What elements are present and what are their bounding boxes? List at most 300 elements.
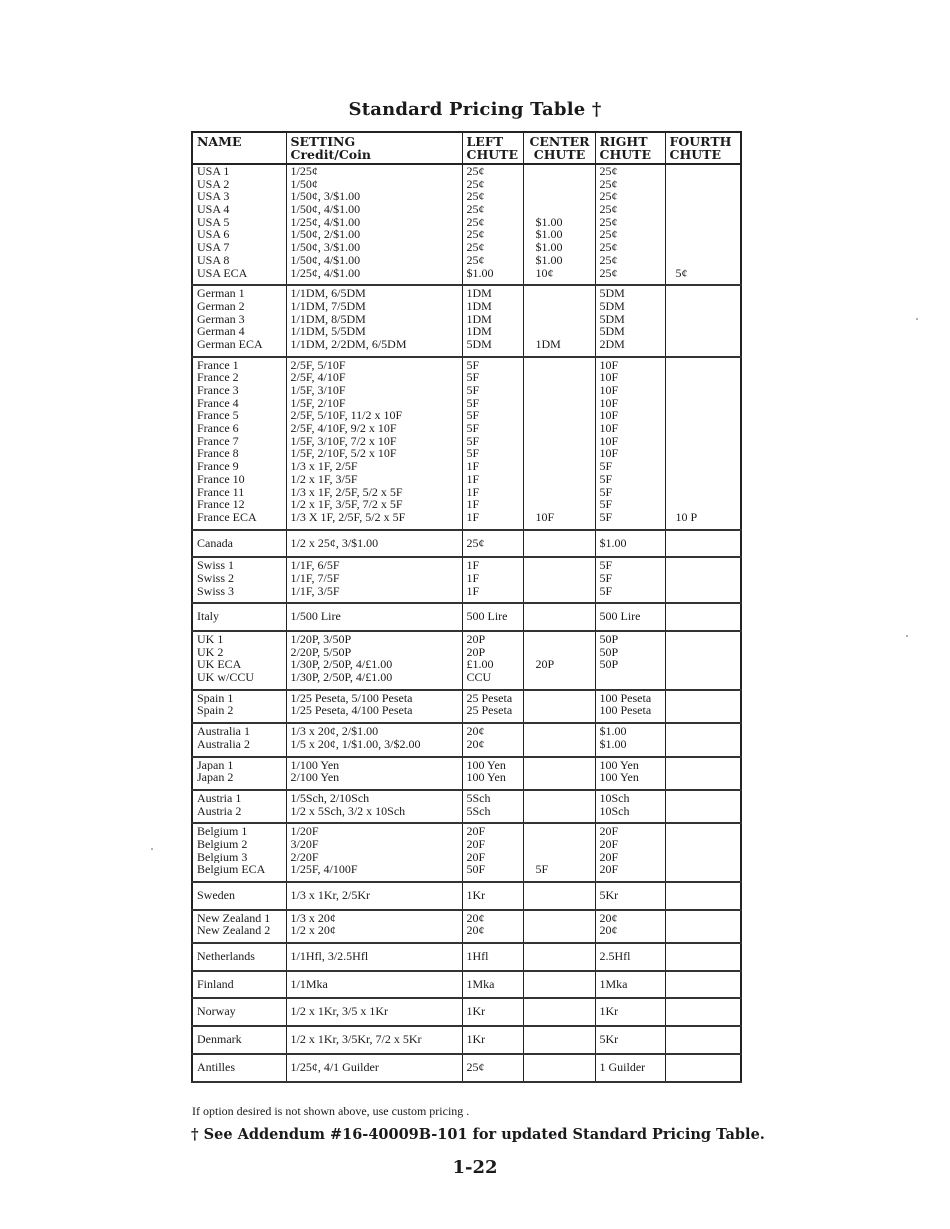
cell-text: 5F xyxy=(599,498,613,511)
cell-text xyxy=(536,738,593,751)
cell-text: 1/30P, 2/50P, 4/£1.00 xyxy=(290,658,393,672)
cell-text: $1.00 xyxy=(599,737,627,751)
cell-text xyxy=(676,435,739,448)
cell-text: 25¢ xyxy=(466,1060,485,1074)
cell-text: USA 5 xyxy=(197,215,230,229)
cell-right-chute xyxy=(595,910,665,943)
cell-text xyxy=(676,1061,739,1074)
cell-text: 1/25 Peseta, 4/100 Peseta xyxy=(290,704,413,718)
cell-text: 1Kr xyxy=(466,1033,486,1046)
cell-text: 10F xyxy=(599,396,619,410)
cell-right-chute xyxy=(595,998,665,1026)
cell-text xyxy=(676,771,739,784)
cell-right-chute xyxy=(595,690,665,723)
cell-text: 1DM xyxy=(466,325,492,338)
cell-text: 1/3 x 1Kr, 2/5Kr xyxy=(290,889,371,902)
cell-name xyxy=(192,757,286,790)
cell-text: German 1 xyxy=(197,287,245,300)
cell-text: 10F xyxy=(599,384,619,397)
cell-text xyxy=(536,165,593,178)
cell-text xyxy=(536,792,593,805)
country-group xyxy=(192,823,741,882)
scan-speck xyxy=(906,635,908,637)
cell-text: 5F xyxy=(466,384,480,397)
cell-text: 1/3 x 1F, 2/5F, 5/2 x 5F xyxy=(290,485,403,499)
cell-text: France 7 xyxy=(197,434,239,448)
cell-text xyxy=(676,889,739,902)
cell-text xyxy=(536,646,593,659)
cell-fourth-chute xyxy=(665,1054,741,1082)
cell-text xyxy=(676,692,739,705)
cell-right-chute xyxy=(595,631,665,690)
table-row xyxy=(192,910,741,943)
cell-text: Norway xyxy=(197,1005,236,1019)
cell-text: 10F xyxy=(599,358,619,372)
cell-name xyxy=(192,631,286,690)
cell-text: 20¢ xyxy=(466,924,485,938)
cell-text xyxy=(536,190,593,203)
cell-text xyxy=(676,178,739,191)
cell-setting xyxy=(286,790,462,823)
country-group xyxy=(192,757,741,790)
cell-fourth-chute xyxy=(665,943,741,971)
cell-right-chute xyxy=(595,723,665,756)
cell-text: 50F xyxy=(466,863,486,876)
cell-text: USA 4 xyxy=(197,203,230,216)
cell-right-chute xyxy=(595,164,665,285)
cell-text: 1/1DM, 8/5DM xyxy=(290,312,366,326)
cell-setting xyxy=(286,757,462,790)
cell-setting xyxy=(286,998,462,1026)
cell-text xyxy=(676,792,739,805)
cell-text: 5Sch xyxy=(466,804,491,818)
cell-left-chute xyxy=(462,790,523,823)
cell-text: 10 P xyxy=(675,510,698,524)
cell-text: Australia 2 xyxy=(197,737,250,751)
cell-text xyxy=(536,1061,593,1074)
cell-text: Austria 1 xyxy=(197,791,242,805)
cell-text: $1.00 xyxy=(535,228,563,242)
country-group xyxy=(192,357,741,530)
cell-text: 25¢ xyxy=(466,228,485,242)
cell-setting xyxy=(286,530,462,558)
cell-text: 2/5F, 4/10F, 9/2 x 10F xyxy=(290,422,397,435)
cell-text: 1/5 x 20¢, 1/$1.00, 3/$2.00 xyxy=(290,737,421,751)
cell-text xyxy=(536,460,593,473)
cell-text: France 8 xyxy=(197,447,239,461)
cell-text xyxy=(676,572,739,585)
cell-setting xyxy=(286,285,462,356)
cell-left-chute xyxy=(462,910,523,943)
cell-text: 2/20P, 5/50P xyxy=(290,645,352,659)
cell-text: France 12 xyxy=(197,498,245,511)
cell-text xyxy=(676,863,739,876)
cell-setting xyxy=(286,971,462,999)
header-name: NAME xyxy=(192,132,286,164)
cell-setting xyxy=(286,943,462,971)
cell-text: 1F xyxy=(466,559,480,572)
cell-text: 5F xyxy=(466,371,480,384)
cell-text: 1 Guilder xyxy=(599,1060,646,1074)
cell-text: Belgium 2 xyxy=(197,837,248,851)
cell-text xyxy=(536,610,593,623)
cell-text: 100 Yen xyxy=(599,771,639,784)
cell-text xyxy=(536,473,593,486)
cell-text: USA 3 xyxy=(197,190,230,204)
cell-setting xyxy=(286,557,462,603)
cell-center-chute xyxy=(523,910,595,943)
cell-fourth-chute xyxy=(665,285,741,356)
table-row xyxy=(192,1026,741,1054)
cell-text: 2DM xyxy=(599,337,625,351)
cell-name xyxy=(192,943,286,971)
cell-text: 1/2 x 1Kr, 3/5 x 1Kr xyxy=(290,1005,389,1019)
cell-fourth-chute xyxy=(665,790,741,823)
cell-text: Belgium 1 xyxy=(197,825,248,838)
cell-text: 25 Peseta xyxy=(466,691,513,705)
cell-name xyxy=(192,557,286,603)
cell-text: 20P xyxy=(535,658,555,672)
cell-left-chute xyxy=(462,164,523,285)
cell-center-chute xyxy=(523,882,595,910)
cell-text xyxy=(536,805,593,818)
cell-text: 1/2 x 20¢ xyxy=(290,924,336,938)
cell-center-chute xyxy=(523,557,595,603)
cell-text: 5DM xyxy=(599,287,625,300)
cell-setting xyxy=(286,882,462,910)
cell-text xyxy=(536,1033,593,1046)
cell-center-chute xyxy=(523,723,595,756)
cell-text: 1/2 x 25¢, 3/$1.00 xyxy=(290,536,379,550)
cell-text xyxy=(676,671,739,684)
cell-name xyxy=(192,1054,286,1082)
cell-text: $1.00 xyxy=(599,536,627,550)
cell-center-chute xyxy=(523,164,595,285)
cell-name xyxy=(192,530,286,558)
cell-left-chute xyxy=(462,285,523,356)
cell-center-chute xyxy=(523,790,595,823)
cell-text xyxy=(536,825,593,838)
cell-text xyxy=(536,978,593,991)
cell-text: 25¢ xyxy=(599,266,618,280)
cell-fourth-chute xyxy=(665,357,741,530)
cell-text: 1Kr xyxy=(466,889,486,902)
cell-text: France 4 xyxy=(197,396,239,410)
cell-text: 1/1DM, 2/2DM, 6/5DM xyxy=(290,337,407,351)
cell-text: 1/50¢ xyxy=(290,177,318,191)
cell-left-chute xyxy=(462,530,523,558)
table-row xyxy=(192,882,741,910)
cell-text xyxy=(536,397,593,410)
cell-text: 1Mka xyxy=(599,977,628,991)
cell-text xyxy=(676,912,739,925)
cell-text: Japan 1 xyxy=(197,758,234,772)
header-setting: SETTING Credit/Coin xyxy=(286,132,462,164)
cell-center-chute xyxy=(523,1026,595,1054)
cell-text xyxy=(536,203,593,216)
cell-text: 5DM xyxy=(599,299,625,313)
cell-fourth-chute xyxy=(665,164,741,285)
cell-text xyxy=(536,771,593,784)
cell-text: 1/1Hfl, 3/2.5Hfl xyxy=(290,950,369,963)
cell-center-chute xyxy=(523,1054,595,1082)
cell-text: 1F xyxy=(466,584,480,598)
cell-text: 5F xyxy=(466,396,480,410)
cell-left-chute xyxy=(462,723,523,756)
cell-text: Finland xyxy=(197,977,234,991)
table-row xyxy=(192,790,741,823)
cell-center-chute xyxy=(523,631,595,690)
cell-text: 25¢ xyxy=(599,190,618,204)
cell-left-chute xyxy=(462,757,523,790)
cell-fourth-chute xyxy=(665,998,741,1026)
cell-text xyxy=(536,671,593,684)
cell-right-chute xyxy=(595,971,665,999)
cell-text: 5DM xyxy=(599,325,625,338)
cell-text: 25¢ xyxy=(599,228,618,242)
cell-text xyxy=(536,692,593,705)
cell-text xyxy=(536,633,593,646)
cell-text: 50P xyxy=(599,645,619,659)
country-group xyxy=(192,690,741,723)
cell-text: 10Sch xyxy=(599,804,630,818)
table-row xyxy=(192,164,741,285)
cell-text xyxy=(676,838,739,851)
cell-text xyxy=(676,203,739,216)
table-row xyxy=(192,690,741,723)
country-group xyxy=(192,971,741,999)
country-group xyxy=(192,882,741,910)
pricing-table xyxy=(191,131,742,1083)
page-number: 1-22 xyxy=(452,1157,498,1178)
cell-text xyxy=(676,704,739,717)
cell-text: 1/3 x 1F, 2/5F xyxy=(290,460,358,473)
cell-name xyxy=(192,998,286,1026)
cell-text: USA ECA xyxy=(197,266,248,280)
cell-text: Swiss 2 xyxy=(197,571,235,585)
cell-text: Australia 1 xyxy=(197,725,250,738)
cell-text: UK w/CCU xyxy=(197,671,255,684)
cell-text: $1.00 xyxy=(466,266,494,280)
cell-text: 500 Lire xyxy=(599,610,641,623)
cell-fourth-chute xyxy=(665,530,741,558)
header-center-chute: CENTER CHUTE xyxy=(523,132,595,164)
cell-text: 1/5F, 3/10F, 7/2 x 10F xyxy=(290,434,397,448)
cell-text: 1/20F xyxy=(290,825,319,838)
cell-text xyxy=(536,572,593,585)
cell-text xyxy=(676,371,739,384)
cell-text xyxy=(536,889,593,902)
cell-setting xyxy=(286,164,462,285)
cell-text: 10F xyxy=(535,510,555,524)
cell-text: 2/5F, 4/10F xyxy=(290,371,346,384)
cell-text: 1/100 Yen xyxy=(290,758,340,772)
cell-text: Denmark xyxy=(197,1033,242,1046)
cell-right-chute xyxy=(595,882,665,910)
country-group xyxy=(192,943,741,971)
table-row xyxy=(192,757,741,790)
cell-text: 1F xyxy=(466,571,480,585)
cell-text xyxy=(536,912,593,925)
table-row xyxy=(192,723,741,756)
cell-text: 1DM xyxy=(466,312,492,326)
cell-text: 1/25¢, 4/1 Guilder xyxy=(290,1060,379,1074)
cell-text: 1F xyxy=(466,460,480,473)
cell-text: 1Kr xyxy=(599,1005,619,1019)
cell-fourth-chute xyxy=(665,723,741,756)
cell-text xyxy=(676,460,739,473)
cell-name xyxy=(192,164,286,285)
cell-fourth-chute xyxy=(665,1026,741,1054)
cell-text: 1/50¢, 2/$1.00 xyxy=(290,228,361,242)
cell-text: Canada xyxy=(197,536,233,550)
cell-fourth-chute xyxy=(665,690,741,723)
cell-text xyxy=(676,300,739,313)
cell-text: UK 2 xyxy=(197,645,224,659)
cell-text: 10F xyxy=(599,447,619,461)
table-row xyxy=(192,971,741,999)
scan-speck xyxy=(916,318,918,320)
cell-text xyxy=(676,397,739,410)
cell-text: 20¢ xyxy=(466,725,485,738)
cell-text: 1/2 x 5Sch, 3/2 x 10Sch xyxy=(290,804,406,818)
cell-text: 20¢ xyxy=(466,737,485,751)
table-row xyxy=(192,823,741,882)
cell-text: 5F xyxy=(535,863,549,876)
cell-text: 10F xyxy=(599,434,619,448)
header-left-chute: LEFT CHUTE xyxy=(462,132,523,164)
cell-text xyxy=(536,300,593,313)
cell-text xyxy=(536,1005,593,1018)
cell-text: 1DM xyxy=(466,287,492,300)
cell-text xyxy=(536,384,593,397)
country-group xyxy=(192,1054,741,1082)
cell-text: 1/25¢ xyxy=(290,165,318,178)
cell-text: France 10 xyxy=(197,472,245,486)
cell-text xyxy=(536,851,593,864)
cell-fourth-chute xyxy=(665,557,741,603)
cell-text: 1/1DM, 7/5DM xyxy=(290,299,366,313)
cell-text xyxy=(676,805,739,818)
cell-text: France 6 xyxy=(197,422,239,435)
cell-text xyxy=(676,851,739,864)
cell-left-chute xyxy=(462,631,523,690)
cell-text xyxy=(676,1005,739,1018)
cell-name xyxy=(192,790,286,823)
header-fourth-chute: FOURTH CHUTE xyxy=(665,132,741,164)
cell-text xyxy=(536,435,593,448)
cell-left-chute xyxy=(462,943,523,971)
cell-text: 20F xyxy=(466,837,486,851)
cell-text: 25¢ xyxy=(466,190,485,204)
cell-text: 5Sch xyxy=(466,791,491,805)
cell-text xyxy=(676,313,739,326)
cell-fourth-chute xyxy=(665,757,741,790)
cell-text: USA 6 xyxy=(197,228,230,242)
country-group xyxy=(192,998,741,1026)
cell-setting xyxy=(286,603,462,631)
cell-center-chute xyxy=(523,357,595,530)
cell-text xyxy=(536,359,593,372)
cell-setting xyxy=(286,823,462,882)
cell-text: 1/1Mka xyxy=(290,977,328,991)
cell-text: 20P xyxy=(466,645,486,659)
cell-text xyxy=(676,338,739,351)
cell-text xyxy=(536,371,593,384)
cell-text xyxy=(676,409,739,422)
country-group xyxy=(192,530,741,558)
cell-text: 100 Yen xyxy=(466,758,506,772)
cell-right-chute xyxy=(595,757,665,790)
cell-text: 5F xyxy=(466,434,480,448)
cell-text: 10F xyxy=(599,409,619,423)
cell-text: Netherlands xyxy=(197,950,255,963)
cell-text: 50P xyxy=(599,658,619,672)
table-row xyxy=(192,530,741,558)
cell-text: Swiss 1 xyxy=(197,559,235,572)
cell-text: 5F xyxy=(599,472,613,486)
cell-text: 1/5F, 3/10F xyxy=(290,384,346,397)
cell-text: 1F xyxy=(466,472,480,486)
table-row xyxy=(192,631,741,690)
cell-text: France 9 xyxy=(197,460,239,473)
cell-text: £1.00 xyxy=(466,658,494,672)
cell-text: 1/25F, 4/100F xyxy=(290,863,358,876)
cell-text: $1.00 xyxy=(535,241,563,254)
cell-text xyxy=(536,498,593,511)
cell-text: 5F xyxy=(599,460,613,473)
cell-text xyxy=(676,646,739,659)
cell-text: Antilles xyxy=(197,1060,235,1074)
cell-setting xyxy=(286,723,462,756)
cell-text: 25¢ xyxy=(466,253,485,267)
cell-text: 5F xyxy=(599,571,613,585)
cell-text xyxy=(676,559,739,572)
cell-text: Sweden xyxy=(197,889,235,902)
cell-text: 100 Yen xyxy=(466,771,506,784)
cell-text: 25¢ xyxy=(466,203,485,216)
cell-text: 1/5F, 2/10F, 5/2 x 10F xyxy=(290,447,397,461)
cell-text xyxy=(536,585,593,598)
header-right-chute: RIGHT CHUTE xyxy=(595,132,665,164)
cell-text xyxy=(536,422,593,435)
cell-right-chute xyxy=(595,530,665,558)
cell-center-chute xyxy=(523,943,595,971)
cell-text: $1.00 xyxy=(535,253,563,267)
cell-text: 25¢ xyxy=(599,177,618,191)
cell-text: France 1 xyxy=(197,358,239,372)
cell-text: 25 Peseta xyxy=(466,704,513,718)
cell-text: Spain 1 xyxy=(197,691,234,705)
cell-text: 25¢ xyxy=(466,165,485,178)
cell-text xyxy=(676,537,739,550)
cell-text: 20F xyxy=(466,825,486,838)
cell-text: New Zealand 2 xyxy=(197,924,271,938)
cell-name xyxy=(192,723,286,756)
cell-left-chute xyxy=(462,357,523,530)
cell-left-chute xyxy=(462,971,523,999)
cell-text: 5Kr xyxy=(599,1033,619,1046)
cell-text xyxy=(676,1033,739,1046)
cell-text: 5F xyxy=(466,358,480,372)
cell-text: 1/20P, 3/50P xyxy=(290,633,352,646)
cell-text xyxy=(676,473,739,486)
cell-text: UK ECA xyxy=(197,658,242,672)
cell-text: France 2 xyxy=(197,371,239,384)
cell-text: 100 Yen xyxy=(599,758,639,772)
cell-text: 3/20F xyxy=(290,837,319,851)
cell-text: New Zealand 1 xyxy=(197,911,271,925)
